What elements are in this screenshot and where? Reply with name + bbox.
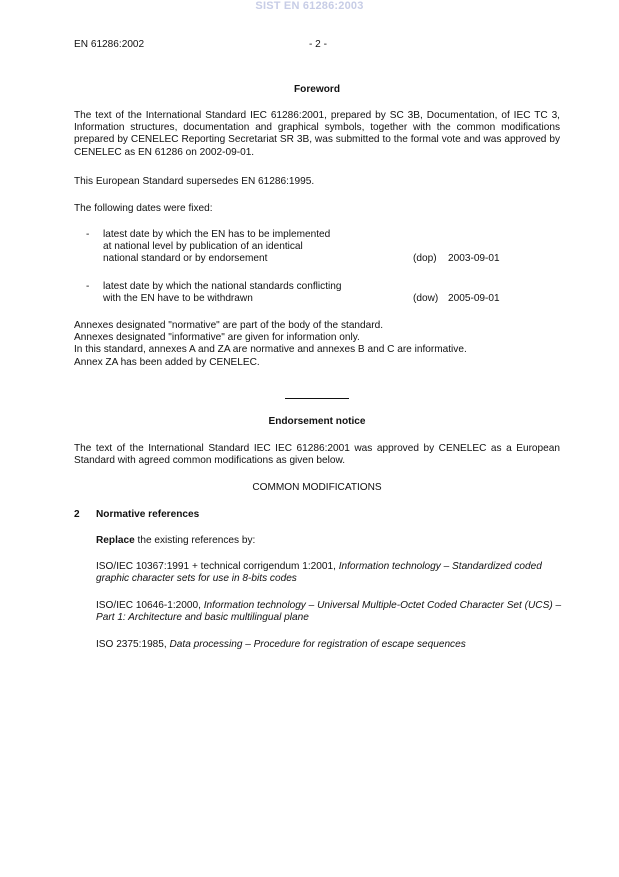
date-item-2-date: 2005-09-01 xyxy=(448,293,500,304)
date-item-1-line-2: at national level by publication of an identical xyxy=(103,241,303,252)
foreword-paragraph-2: This European Standard supersedes EN 61286:1995. xyxy=(74,176,315,187)
annex-line: Annex ZA has been added by CENELEC. xyxy=(74,356,260,368)
annex-notes xyxy=(74,320,560,369)
reference-1 xyxy=(96,561,562,585)
endorsement-paragraph: The text of the International Standard IEC IEC 61286:2001 was approved by CENELEC as a European Standard with agreed common modifications as given below. xyxy=(74,443,560,467)
date-item-1-date: 2003-09-01 xyxy=(448,253,500,264)
foreword-title: Foreword xyxy=(294,84,340,95)
page-number: - 2 - xyxy=(309,39,327,50)
reference-2-id: ISO/IEC 10646-1:2000, xyxy=(96,600,204,611)
reference-1-title: Information technology – Standardized coded graphic character sets for use in 8-bits codes xyxy=(96,561,542,585)
document-id: EN 61286:2002 xyxy=(74,39,145,50)
date-item-2-code: (dow) xyxy=(413,293,439,304)
endorsement-title: Endorsement notice xyxy=(268,416,366,427)
common-modifications-title: COMMON MODIFICATIONS xyxy=(252,482,382,493)
section-number: 2 xyxy=(74,509,80,520)
date-item-1-line-1: latest date by which the EN has to be implemented xyxy=(103,229,331,240)
annex-line: Annexes designated "normative" are part of the body of the standard. xyxy=(74,320,384,331)
annex-line: In this standard, annexes A and ZA are normative and annexes B and C are informative. xyxy=(74,344,467,356)
date-item-1-code: (dop) xyxy=(413,253,437,264)
reference-3-id: ISO 2375:1985, xyxy=(96,639,170,650)
foreword-paragraph-3: The following dates were fixed: xyxy=(74,203,213,214)
watermark: SIST EN 61286:2003 xyxy=(255,0,364,12)
reference-1-id: ISO/IEC 10367:1991 + technical corrigendum 1:2001, xyxy=(96,561,339,572)
date-item-2-line-1: latest date by which the national standards conflicting xyxy=(103,281,342,292)
date-item-dash: - xyxy=(86,281,90,292)
reference-3 xyxy=(96,639,562,651)
replace-text: the existing references by: xyxy=(134,535,256,546)
date-item-1-line-3: national standard or by endorsement xyxy=(103,253,268,264)
replace-keyword: Replace xyxy=(96,535,135,546)
reference-2-title: Information technology – Universal Multiple-Octet Coded Character Set (UCS) – Part 1: Architecture and basic multilingual plane xyxy=(96,600,562,624)
date-item-1-text xyxy=(103,229,403,265)
reference-2 xyxy=(96,600,562,624)
section-divider xyxy=(285,398,349,399)
annex-line: Annexes designated "informative" are given for information only. xyxy=(74,332,360,344)
date-item-dash: - xyxy=(86,229,90,240)
replace-instruction xyxy=(96,535,562,547)
reference-3-title: Data processing – Procedure for registration of escape sequences xyxy=(169,639,466,650)
foreword-paragraph-1: The text of the International Standard IEC 61286:2001, prepared by SC 3B, Documentation, of IEC TC 3, Information structures, documentation and graphical symbols, together with the common modifications prepared by CENELEC Reporting Secretariat SR 3B, was submitted to the formal vote and was approved by CENELEC as EN 61286 on 2002-09-01. xyxy=(74,110,560,158)
date-item-2-text xyxy=(103,281,403,305)
section-title: Normative references xyxy=(96,509,200,520)
date-item-2-line-2: with the EN have to be withdrawn xyxy=(103,293,253,304)
